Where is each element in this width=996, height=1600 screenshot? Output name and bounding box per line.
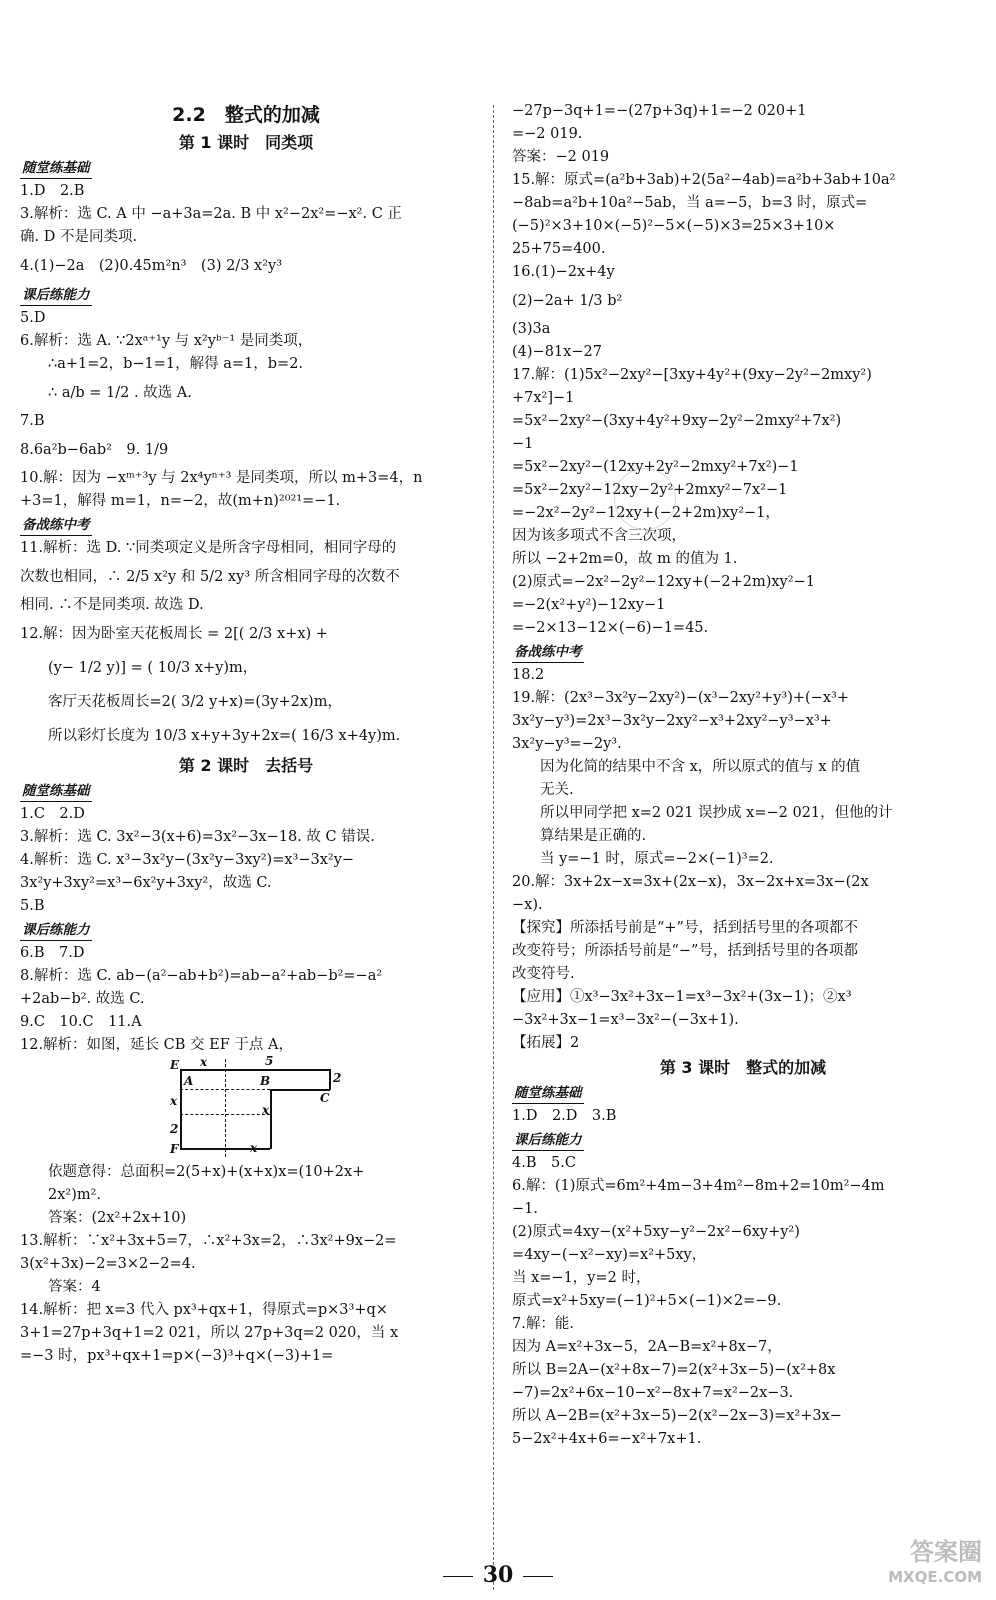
answer-line: 因为该多项式不含三次项， <box>512 528 686 544</box>
answer-line: 客厅天花板周长=2( 3/2 y+x)=(3y+2x)m， <box>48 694 342 710</box>
answer-line: 【探究】所添括号前是“+”号，括到括号里的各项都不 <box>512 920 858 936</box>
answer-line: 所以彩灯长度为 10/3 x+y+3y+2x=( 16/3 x+4y)m. <box>48 728 401 744</box>
answer-line: −1. <box>512 1201 538 1217</box>
answer-line: =−2×13−12×(−6)−1=45. <box>512 620 709 636</box>
answer-line: 5.B <box>20 898 45 914</box>
answer-line: =−3 时，px³+qx+1=p×(−3)³+q×(−3)+1= <box>20 1348 334 1364</box>
watermark-logo <box>812 1538 982 1594</box>
answer-line: =−2 019. <box>512 126 583 142</box>
answer-line: 答案：4 <box>48 1279 101 1295</box>
answer-line: 依题意得：总面积=2(5+x)+(x+x)x=(10+2x+ <box>48 1164 365 1180</box>
answer-line: 3x²y−y³=−2y³. <box>512 736 622 752</box>
section-label: 课后练能力 <box>512 1131 584 1151</box>
answer-line: 18.2 <box>512 667 545 683</box>
answer-line: 答案：(2x²+2x+10) <box>48 1210 187 1226</box>
answer-line: 3x²y−y³)=2x³−3x²y−2xy²−x³+2xy²−y³−x³+ <box>512 713 832 729</box>
answer-line: =5x²−2xy²−(3xy+4y²+9xy−2y²−2mxy²+7x²) <box>512 413 842 429</box>
answer-line: 算结果是正确的. <box>540 828 647 844</box>
section-title: 2.2 整式的加减 <box>172 104 320 126</box>
answer-line: 8.解析：选 C. ab−(a²−ab+b²)=ab−a²+ab−b²=−a² <box>20 968 383 984</box>
answer-line: 改变符号. <box>512 966 575 982</box>
answer-line: 所以甲同学把 x=2 021 误抄成 x=−2 021，但他的计 <box>540 805 893 821</box>
answer-line: (y− 1/2 y)] = ( 10/3 x+y)m， <box>48 660 258 676</box>
answer-line: 6.解析：选 A. ∵2xᵃ⁺¹y 与 x²yᵇ⁻¹ 是同类项， <box>20 333 313 349</box>
answer-line: 9.C 10.C 11.A <box>20 1014 142 1030</box>
section-label: 课后练能力 <box>20 921 92 941</box>
answer-line: 无关. <box>540 782 574 798</box>
answer-line: 所以 −2+2m=0，故 m 的值为 1. <box>512 551 738 567</box>
answer-line: 【拓展】2 <box>512 1035 580 1051</box>
answer-line: 14.解析：把 x=3 代入 px³+qx+1，得原式=p×3³+q× <box>20 1302 388 1318</box>
label-5: 5 <box>265 1054 274 1068</box>
answer-line: +3=1，解得 m=1，n=−2，故(m+n)²⁰²¹=−1. <box>20 493 341 509</box>
section-label: 随堂练基础 <box>20 782 92 802</box>
answer-line: =−2(x²+y²)−12xy−1 <box>512 597 666 613</box>
answer-line: (2)−2a+ 1/3 b² <box>512 293 623 309</box>
answer-line: 25+75=400. <box>512 241 606 257</box>
answer-line: 16.(1)−2x+4y <box>512 264 615 280</box>
answer-line: =4xy−(−x²−xy)=x²+5xy， <box>512 1247 707 1263</box>
label-E: E <box>170 1058 180 1072</box>
label-B: B <box>260 1074 271 1088</box>
section-label: 随堂练基础 <box>512 1084 584 1104</box>
geometry-figure <box>170 1054 345 1157</box>
answer-line: 所以 A−2B=(x²+3x−5)−2(x²−2x−3)=x²+3x− <box>512 1408 842 1424</box>
answer-line: 17.解：(1)5x²−2xy²−[3xy+4y²+(9xy−2y²−2mxy²) <box>512 367 872 383</box>
answer-line: 4.(1)−2a (2)0.45m²n³ (3) 2/3 x²y³ <box>20 258 283 274</box>
answer-line: 3x²y+3xy²=x³−6x²y+3xy²，故选 C. <box>20 875 272 891</box>
answer-line: 改变符号；所添括号前是“−”号，括到括号里的各项都 <box>512 943 858 959</box>
answer-line: 12.解：因为卧室天花板周长 = 2[( 2/3 x+x) + <box>20 626 328 642</box>
answer-line: 4.B 5.C <box>512 1155 576 1171</box>
answer-line: 答案：−2 019 <box>512 149 610 165</box>
answer-line: 6.B 7.D <box>20 945 85 961</box>
section-label: 备战练中考 <box>20 516 92 536</box>
lesson-1-title: 第 1 课时 同类项 <box>178 133 314 152</box>
label-C: C <box>320 1091 330 1105</box>
answer-line: (2)原式=−2x²−2y²−12xy+(−2+2m)xy²−1 <box>512 574 815 590</box>
answer-line: 5−2x²+4x+6=−x²+7x+1. <box>512 1431 702 1447</box>
label-F: F <box>170 1142 179 1156</box>
label-x: x <box>200 1055 208 1069</box>
answer-line: −1 <box>512 436 534 452</box>
answer-line: 3.解析：选 C. A 中 −a+3a=2a. B 中 x²−2x²=−x². C 正 <box>20 206 402 222</box>
lesson-2-title: 第 2 课时 去括号 <box>178 756 314 775</box>
answer-line: 20.解：3x+2x−x=3x+(2x−x)，3x−2x+x=3x−(2x <box>512 874 869 890</box>
watermark-url: MXQE.COM <box>888 1568 982 1586</box>
answer-line: 因为化简的结果中不含 x，所以原式的值与 x 的值 <box>540 759 861 775</box>
answer-line: =−2x²−2y²−12xy+(−2+2m)xy²−1， <box>512 505 780 521</box>
answer-line: 1.D 2.D 3.B <box>512 1108 617 1124</box>
answer-line: 12.解析：如图，延长 CB 交 EF 于点 A， <box>20 1037 293 1053</box>
answer-line: −27p−3q+1=−(27p+3q)+1=−2 020+1 <box>512 103 807 119</box>
answer-line: 6.解：(1)原式=6m²+4m−3+4m²−8m+2=10m²−4m <box>512 1178 885 1194</box>
page-number-text: 30 <box>482 1562 514 1588</box>
answer-line: +2ab−b². 故选 C. <box>20 991 145 1007</box>
answer-line: 11.解析：选 D. ∵同类项定义是所含字母相同，相同字母的 <box>20 540 397 556</box>
answer-line: 19.解：(2x³−3x²y−2xy²)−(x³−2xy²+y³)+(−x³+ <box>512 690 849 706</box>
answer-line: 4.解析：选 C. x³−3x²y−(3x²y−3xy²)=x³−3x²y− <box>20 852 355 868</box>
answer-line: −x). <box>512 897 543 913</box>
answer-line: (3)3a <box>512 321 551 337</box>
answer-line: 所以 B=2A−(x²+8x−7)=2(x²+3x−5)−(x²+8x <box>512 1362 836 1378</box>
answer-line: −3x²+3x−1=x³−3x²−(−3x+1). <box>512 1012 739 1028</box>
answer-line: ∴a+1=2，b−1=1，解得 a=1，b=2. <box>48 356 304 372</box>
answer-line: (2)原式=4xy−(x²+5xy−y²−2x²−6xy+y²) <box>512 1224 800 1240</box>
label-2: 2 <box>170 1122 179 1136</box>
section-label: 随堂练基础 <box>20 159 92 179</box>
answer-line: −7)=2x²+6x−10−x²−8x+7=x²−2x−3. <box>512 1385 794 1401</box>
column-divider <box>493 105 494 1590</box>
answer-line: 10.解：因为 −xᵐ⁺³y 与 2x⁴yⁿ⁺³ 是同类项，所以 m+3=4，n <box>20 470 423 486</box>
stamp-mark <box>614 468 676 530</box>
label-x: x <box>262 1103 270 1117</box>
answer-line: 原式=x²+5xy=(−1)²+5×(−1)×2=−9. <box>512 1293 782 1309</box>
answer-line: 13.解析：∵x²+3x+5=7，∴x²+3x=2，∴3x²+9x−2= <box>20 1233 397 1249</box>
label-x: x <box>250 1141 258 1155</box>
watermark-text: 答案圈 <box>910 1538 982 1566</box>
answer-line: 3+1=27p+3q+1=2 021，所以 27p+3q=2 020，当 x <box>20 1325 399 1341</box>
lesson-3-title: 第 3 课时 整式的加减 <box>659 1058 827 1077</box>
answer-line: 15.解：原式=(a²b+3ab)+2(5a²−4ab)=a²b+3ab+10a² <box>512 172 896 188</box>
label-x: x <box>170 1094 178 1108</box>
answer-line: 8.6a²b−6ab² 9. 1/9 <box>20 442 169 458</box>
section-label: 课后练能力 <box>20 286 92 306</box>
answer-line: =5x²−2xy²−(12xy+2y²−2mxy²+7x²)−1 <box>512 459 799 475</box>
answer-line: 因为 A=x²+3x−5，2A−B=x²+8x−7， <box>512 1339 782 1355</box>
label-2: 2 <box>333 1071 342 1085</box>
answer-line: =5x²−2xy²−12xy−2y²+2mxy²−7x²−1 <box>512 482 788 498</box>
answer-line: 5.D <box>20 310 46 326</box>
answer-line: (4)−81x−27 <box>512 344 602 360</box>
left-column <box>20 100 472 1368</box>
answer-line: 【应用】①x³−3x²+3x−1=x³−3x²+(3x−1)；②x³ <box>512 989 852 1005</box>
answer-line: 当 x=−1，y=2 时， <box>512 1270 651 1286</box>
answer-line: 1.C 2.D <box>20 806 85 822</box>
answer-line: +7x²]−1 <box>512 390 575 406</box>
answer-line: 2x²)m². <box>48 1187 102 1203</box>
answer-line: 7.解：能. <box>512 1316 574 1332</box>
label-A: A <box>184 1074 194 1088</box>
answer-line: 7.B <box>20 413 45 429</box>
answer-line: ∴ a/b = 1/2 . 故选 A. <box>48 385 192 401</box>
answer-line: 次数也相同，∴ 2/5 x²y 和 5/2 xy³ 所含相同字母的次数不 <box>20 569 400 585</box>
answer-line: 当 y=−1 时，原式=−2×(−1)³=2. <box>540 851 774 867</box>
answer-line: 相同. ∴不是同类项. 故选 D. <box>20 597 204 613</box>
section-label: 备战练中考 <box>512 643 584 663</box>
answer-line: (−5)²×3+10×(−5)²−5×(−5)×3=25×3+10× <box>512 218 836 234</box>
answer-line: −8ab=a²b+10a²−5ab，当 a=−5，b=3 时，原式= <box>512 195 868 211</box>
answer-line: 确. D 不是同类项. <box>20 229 138 245</box>
answer-line: 3(x²+3x)−2=3×2−2=4. <box>20 1256 196 1272</box>
answer-line: 1.D 2.B <box>20 183 85 199</box>
answer-line: 3.解析：选 C. 3x²−3(x+6)=3x²−3x−18. 故 C 错误. <box>20 829 375 845</box>
right-column <box>512 100 974 1451</box>
